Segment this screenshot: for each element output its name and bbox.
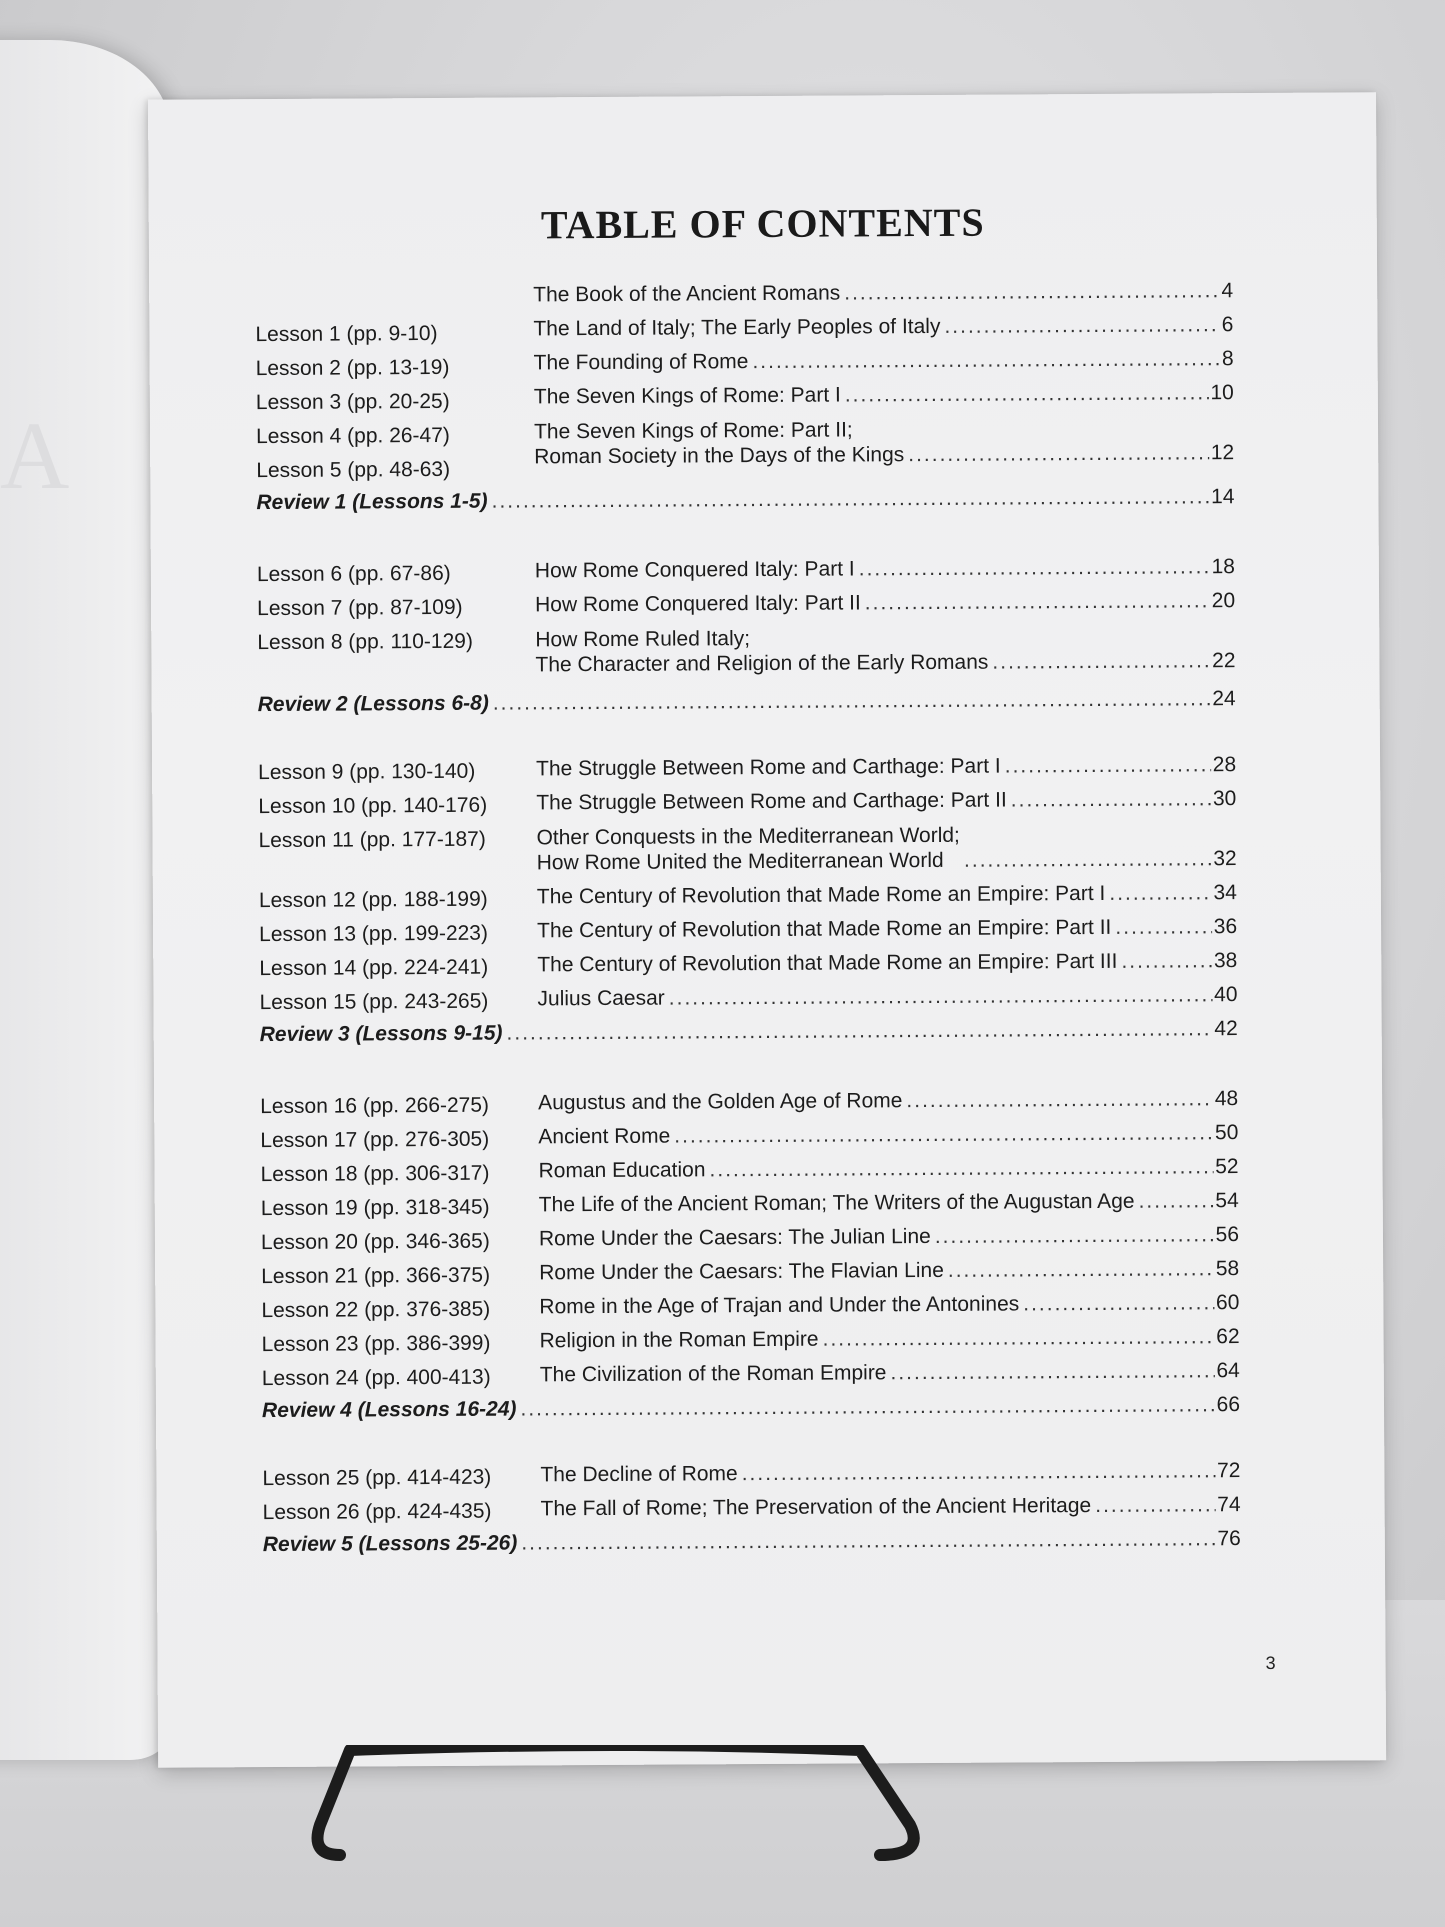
entry-title: The Century of Revolution that Made Rome an Empire: Part I [536,881,1106,909]
lesson-ref: Lesson 7 (pp. 87-109) [257,595,463,621]
lesson-ref: Lesson 19 (pp. 318-345) [260,1195,490,1221]
toc-entry [534,381,1234,409]
dot-leader [1005,753,1211,778]
entry-page: 10 [1210,381,1234,405]
entry-page: 6 [1221,313,1234,337]
dot-leader [493,687,1211,715]
entry-page: 42 [1214,1017,1238,1041]
entry-page: 30 [1212,787,1237,811]
entry-page: 74 [1217,1493,1241,1517]
lesson-ref: Lesson 9 (pp. 130-140) [258,759,476,785]
lesson-ref: Lesson 18 (pp. 306-317) [260,1161,490,1187]
lesson-ref: Lesson 8 (pp. 110-129) [257,629,473,655]
lesson-ref: Lesson 16 (pp. 266-275) [260,1093,490,1119]
review-entry [262,1393,1240,1423]
dot-leader [506,1017,1212,1045]
dot-leader [845,381,1209,407]
entry-title: The Civilization of the Roman Empire [539,1361,887,1387]
toc-entry [541,1493,1241,1521]
toc-entry [535,589,1235,617]
review-title: Review 1 (Lessons 1-5) [256,489,488,515]
toc-entry [538,1087,1238,1115]
toc-entry [535,623,1235,677]
entry-title: Roman Education [538,1158,706,1183]
toc-entry [536,787,1236,815]
entry-title: Augustus and the Golden Age of Rome [538,1089,903,1115]
lesson-ref: Lesson 21 (pp. 366-375) [261,1263,491,1289]
toc-row [153,948,1381,981]
dot-leader [822,1325,1214,1351]
entry-title: The Founding of Rome [533,350,749,375]
toc-row [152,686,1380,717]
toc-row [155,1290,1383,1323]
toc-entry [540,1459,1240,1487]
dot-leader [906,1087,1213,1113]
document-page [148,92,1386,1767]
dot-leader [674,1121,1213,1148]
entry-page: 66 [1216,1393,1241,1417]
dot-leader [1109,881,1211,906]
toc-row [152,752,1380,785]
entry-page: 72 [1216,1459,1241,1483]
review-title: Review 3 (Lessons 9-15) [259,1021,503,1047]
dot-leader [669,983,1213,1010]
toc-entry [534,415,1234,469]
dot-leader [865,589,1210,615]
toc-row [152,786,1380,819]
toc-entry [539,1223,1239,1251]
dot-leader [908,441,1209,467]
dot-leader [964,847,1211,873]
toc-row [155,1256,1383,1289]
entry-title: Rome Under the Caesars: The Julian Line [538,1224,931,1251]
toc-entry [537,949,1237,977]
entry-page: 28 [1212,753,1237,777]
lesson-ref: Lesson 5 (pp. 48-63) [256,457,451,483]
entry-page: 60 [1215,1291,1240,1315]
lesson-ref: Lesson 14 (pp. 224-241) [259,955,489,981]
review-entry [263,1527,1241,1557]
entry-title: Rome in the Age of Trajan and Under the Antonines [539,1292,1020,1319]
entry-page: 48 [1214,1087,1239,1111]
toc-entry [534,347,1234,375]
toc-entry [536,753,1236,781]
entry-page: 76 [1217,1527,1241,1551]
toc-entry [540,1359,1240,1387]
entry-page: 20 [1211,589,1236,613]
entry-page: 62 [1216,1325,1240,1349]
entry-page: 36 [1213,915,1238,939]
lesson-ref: Lesson 23 (pp. 386-399) [261,1331,491,1357]
entry-page: 40 [1214,983,1238,1007]
entry-title: The Fall of Rome; The Preservation of the Ancient Heritage [540,1494,1092,1521]
toc-entry [535,555,1235,583]
entry-title: Rome Under the Caesars: The Flavian Line [539,1258,944,1285]
dot-leader [948,1257,1214,1283]
entry-title: The Decline of Rome [540,1462,738,1487]
entry-page: 54 [1215,1189,1239,1213]
entry-page: 52 [1215,1155,1239,1179]
toc-row [150,414,1378,483]
dot-leader [742,1459,1216,1486]
toc-row [154,1120,1382,1153]
entry-title: Ancient Rome [538,1124,671,1149]
toc-row [155,1188,1383,1221]
entry-page: 50 [1214,1121,1239,1145]
entry-title: The Struggle Between Rome and Carthage: Part I [536,754,1001,781]
lesson-ref: Lesson 20 (pp. 346-365) [260,1229,490,1255]
entry-page: 22 [1212,649,1236,673]
entry-title: The Book of the Ancient Romans [533,281,841,307]
dot-leader [935,1223,1214,1249]
entry-title: How Rome Conquered Italy: Part I [534,557,855,583]
dot-leader [1011,787,1211,812]
dot-leader [1115,915,1212,940]
entry-title: The Land of Italy; The Early Peoples of Italy [533,314,941,341]
entry-page: 34 [1213,881,1237,905]
dot-leader [491,485,1209,513]
lesson-ref: Lesson 26 (pp. 424-435) [262,1499,492,1525]
review-entry [260,1017,1238,1047]
dot-leader [859,555,1210,581]
lesson-ref: Lesson 11 (pp. 177-187) [258,827,486,853]
lesson-ref: Lesson 17 (pp. 276-305) [260,1127,490,1153]
lesson-ref: Lesson 2 (pp. 13-19) [255,355,450,381]
toc-entry [533,313,1233,341]
review-entry [258,687,1236,717]
entry-page: 18 [1211,555,1235,579]
entry-page: 58 [1215,1257,1240,1281]
entry-page: 32 [1213,847,1237,871]
toc-row [156,1458,1384,1491]
toc-entry [538,1155,1238,1183]
entry-page: 64 [1216,1359,1240,1383]
page-number: 3 [1265,1652,1276,1673]
entry-title: Julius Caesar [537,986,665,1011]
entry-page: 4 [1221,279,1234,303]
dot-leader [752,347,1220,374]
review-entry [256,485,1234,515]
lesson-ref: Lesson 12 (pp. 188-199) [258,887,488,913]
toc-row [149,278,1377,307]
entry-title: The Century of Revolution that Made Rome an Empire: Part III [537,949,1118,977]
toc-entry [533,279,1233,307]
book-stand [300,1745,1120,1865]
dot-leader [709,1155,1213,1182]
dot-leader [1095,1493,1215,1518]
toc-entry [539,1189,1239,1217]
dot-leader [520,1393,1214,1421]
entry-page: 8 [1221,347,1234,371]
dot-leader [1121,949,1212,974]
lesson-ref: Lesson 22 (pp. 376-385) [261,1297,491,1323]
lesson-ref: Lesson 13 (pp. 199-223) [259,921,489,947]
entry-title: Religion in the Roman Empire [539,1327,819,1353]
entry-title: The Struggle Between Rome and Carthage: Part II [536,788,1007,815]
entry-page: 38 [1213,949,1238,973]
toc-row [154,1086,1382,1119]
toc-entry [537,915,1237,943]
toc-row [154,1016,1382,1047]
dot-leader [944,313,1219,339]
review-title: Review 4 (Lessons 16-24) [261,1397,517,1423]
left-page-ghost-letter: A [0,402,70,509]
review-title: Review 5 (Lessons 25-26) [262,1531,518,1557]
toc-row [151,588,1379,621]
toc-row [150,346,1378,381]
entry-title: How Rome Conquered Italy: Part II [535,591,861,617]
left-page [0,40,170,1760]
entry-title: The Seven Kings of Rome: Part II; Roman Society in the Days of the Kings [533,418,905,469]
toc-row [151,622,1379,677]
toc-row [153,914,1381,947]
lesson-ref: Lesson 1 (pp. 9-10) [255,321,438,347]
toc-entry [537,983,1237,1011]
toc-entry [536,821,1236,875]
dot-leader [844,279,1219,305]
toc-row [151,554,1379,587]
toc-entry [537,881,1237,909]
table-of-contents [148,92,1386,1767]
dot-leader [521,1527,1215,1555]
toc-row [155,1222,1383,1255]
toc-row [157,1492,1385,1525]
entry-page: 14 [1211,485,1235,509]
dot-leader [992,649,1210,674]
entry-title: The Seven Kings of Rome: Part I [533,383,841,409]
toc-row [156,1324,1384,1357]
toc-entry [538,1121,1238,1149]
lesson-ref: Lesson 6 (pp. 67-86) [256,561,451,587]
entry-title: The Life of the Ancient Roman; The Writers of the Augustan Age [538,1189,1135,1217]
lesson-ref: Lesson 25 (pp. 414-423) [262,1465,492,1491]
toc-row [154,1154,1382,1187]
entry-page: 12 [1210,441,1235,465]
toc-row [152,820,1380,875]
entry-title: How Rome Ruled Italy; The Character and Religion of the Early Romans [535,627,989,677]
entry-title: The Century of Revolution that Made Rome an Empire: Part II [537,915,1112,943]
dot-leader [890,1359,1214,1385]
toc-row [150,484,1378,515]
dot-leader [1023,1291,1214,1316]
entry-title: Other Conquests in the Mediterranean World; How Rome United the Mediterranean World [536,823,960,875]
toc-row [149,312,1377,347]
lesson-ref: Lesson 4 (pp. 26-47) [256,423,450,449]
toc-entry [539,1257,1239,1285]
toc-entry [539,1291,1239,1319]
dot-leader [1138,1189,1213,1213]
lesson-ref: Lesson 24 (pp. 400-413) [261,1365,491,1391]
entry-page: 24 [1212,687,1236,711]
lesson-ref: Lesson 15 (pp. 243-265) [259,989,489,1015]
toc-row [157,1526,1385,1557]
lesson-ref: Lesson 10 (pp. 140-176) [258,793,488,819]
toc-entry [540,1325,1240,1353]
lesson-ref: Lesson 3 (pp. 20-25) [255,389,450,415]
toc-row [150,380,1378,415]
page-title: TABLE OF CONTENTS [540,199,985,248]
entry-page: 56 [1215,1223,1240,1247]
toc-row [153,880,1381,913]
toc-row [153,982,1381,1015]
toc-row [156,1358,1384,1391]
toc-row [156,1392,1384,1423]
review-title: Review 2 (Lessons 6-8) [257,691,489,717]
